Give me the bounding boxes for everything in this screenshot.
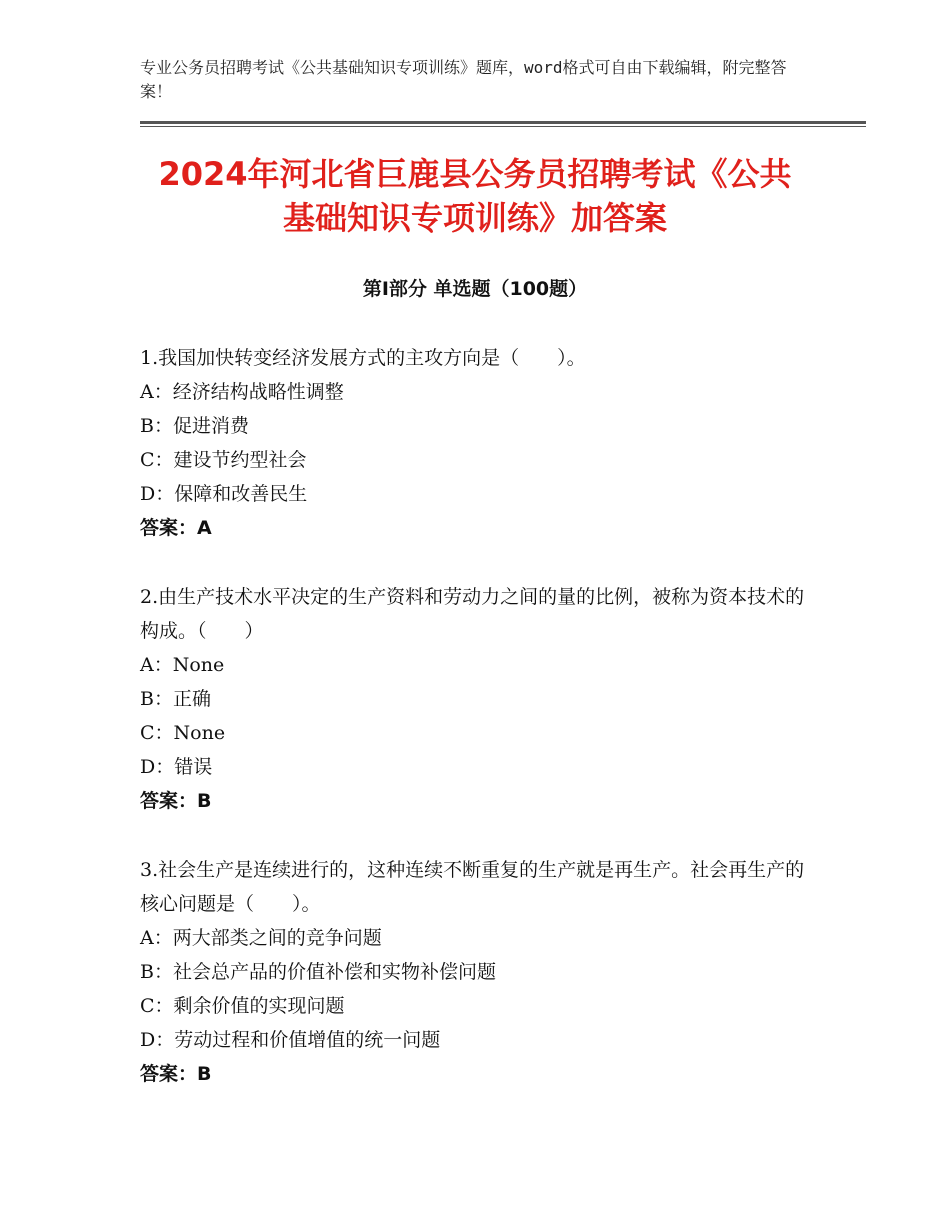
header-rule-thick <box>140 121 866 124</box>
question-3 <box>140 853 810 1091</box>
option-a: A：经济结构战略性调整 <box>140 381 344 403</box>
option-a: A：None <box>140 654 225 676</box>
question-text: 2.由生产技术水平决定的生产资料和劳动力之间的量的比例，被称为资本技术的构成。（ ） <box>140 586 805 642</box>
answer: 答案：B <box>140 1063 212 1085</box>
option-a: A：两大部类之间的竞争问题 <box>140 927 382 949</box>
header-note: 专业公务员招聘考试《公共基础知识专项训练》题库，word格式可自由下载编辑，附完整答案！ <box>140 58 787 101</box>
title-line-2: 基础知识专项训练》加答案 <box>282 199 667 237</box>
question-text: 3.社会生产是连续进行的，这种连续不断重复的生产就是再生产。社会再生产的核心问题是（ ）。 <box>140 859 805 915</box>
option-c: C：None <box>140 722 226 744</box>
question-1 <box>140 341 810 545</box>
answer: 答案：B <box>140 790 212 812</box>
option-c: C：剩余价值的实现问题 <box>140 995 345 1017</box>
question-text: 1.我国加快转变经济发展方式的主攻方向是（ ）。 <box>140 347 586 369</box>
question-2 <box>140 580 810 818</box>
option-b: B：促进消费 <box>140 415 249 437</box>
option-d: D：保障和改善民生 <box>140 483 308 505</box>
option-b: B：社会总产品的价值补偿和实物补偿问题 <box>140 961 496 983</box>
option-b: B：正确 <box>140 688 211 710</box>
option-c: C：建设节约型社会 <box>140 449 307 471</box>
header-rule-thin <box>140 126 866 127</box>
title-line-1: 2024年河北省巨鹿县公务员招聘考试《公共 <box>158 155 792 193</box>
answer: 答案：A <box>140 517 212 539</box>
section-title: 第Ⅰ部分 单选题（100题） <box>362 278 588 300</box>
option-d: D：劳动过程和价值增值的统一问题 <box>140 1029 441 1051</box>
option-d: D：错误 <box>140 756 213 778</box>
document-title <box>100 152 850 240</box>
